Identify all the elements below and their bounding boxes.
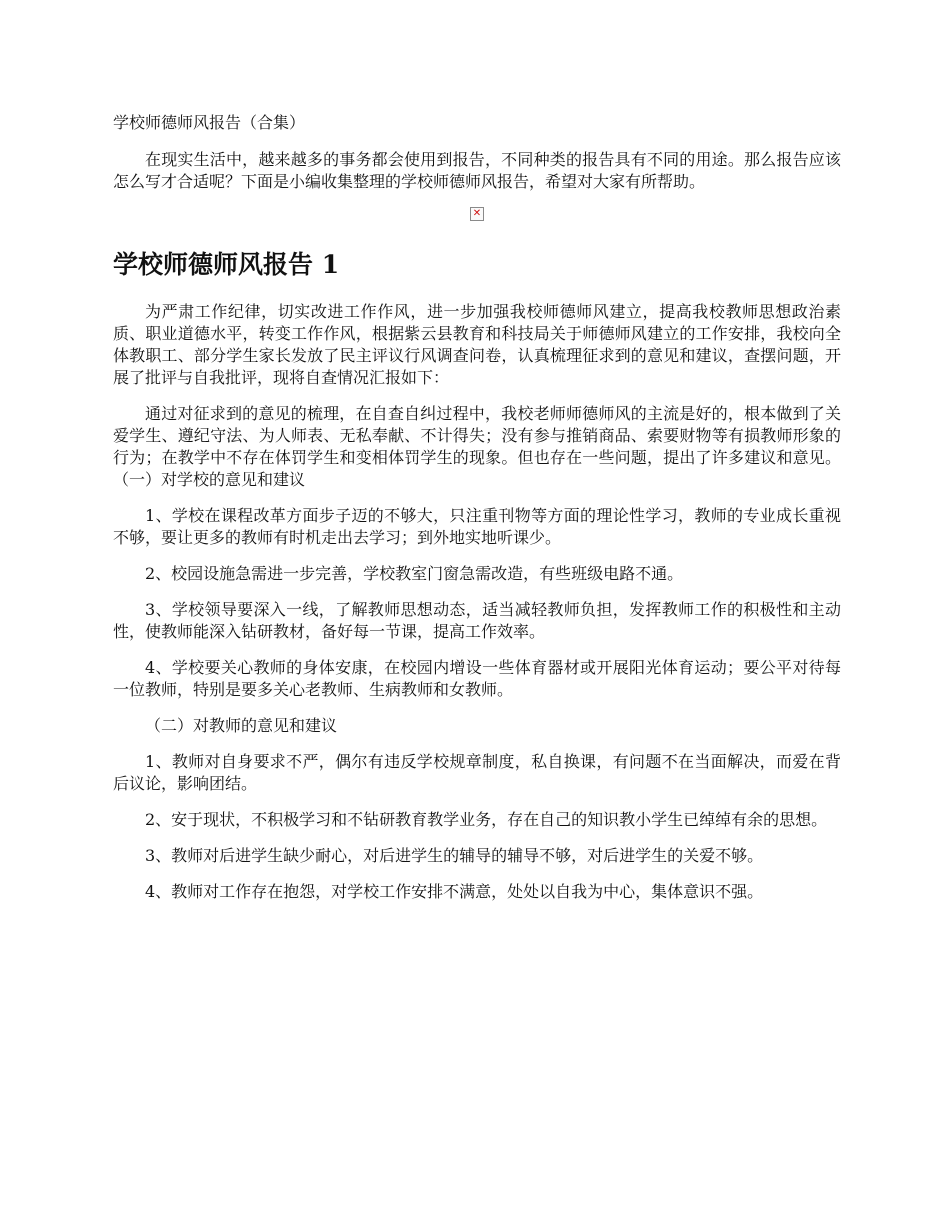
body-paragraph: 1、教师对自身要求不严，偶尔有违反学校规章制度，私自换课，有问题不在当面解决，而爱在背后议论，影响团结。	[113, 752, 841, 793]
body-paragraph: 4、教师对工作存在抱怨，对学校工作安排不满意，处处以自我为中心，集体意识不强。	[145, 882, 764, 901]
body-paragraph: 3、教师对后进学生缺少耐心，对后进学生的辅导的辅导不够，对后进学生的关爱不够。	[145, 846, 764, 865]
document-page	[113, 112, 841, 917]
body-paragraph: 2、校园设施急需进一步完善，学校教室门窗急需改造，有些班级电路不通。	[145, 564, 684, 583]
body-paragraph: 2、安于现状，不积极学习和不钻研教育教学业务，存在自己的知识教小学生已绰绰有余的思想。	[145, 810, 828, 829]
broken-image-icon: ✕	[470, 207, 484, 221]
body-paragraph: 1、学校在课程改革方面步子迈的不够大，只注重刊物等方面的理论性学习，教师的专业成长重视不够，要让更多的教师有时机走出去学习；到外地实地听课少。	[113, 506, 841, 547]
document-title: 学校师德师风报告（合集）	[113, 113, 306, 132]
body-paragraph: 4、学校要关心教师的身体安康，在校园内增设一些体育器材或开展阳光体育运动；要公平对待每一位教师，特别是要多关心老教师、生病教师和女教师。	[113, 658, 841, 699]
body-paragraph: 为严肃工作纪律，切实改进工作作风，进一步加强我校师德师风建立，提高我校教师思想政治素质、职业道德水平，转变工作作风，根据紫云县教育和科技局关于师德师风建立的工作安排，我校向全体教职工、部分学生家长发放了民主评议行风调查问卷，认真梳理征求到的意见和建议，查摆问题，开展了批评与自我批评，现将自查情况汇报如下：	[113, 302, 841, 387]
intro-paragraph: 在现实生活中，越来越多的事务都会使用到报告，不同种类的报告具有不同的用途。那么报告应该怎么写才合适呢？下面是小编收集整理的学校师德师风报告，希望对大家有所帮助。	[113, 150, 841, 191]
body-paragraph: 通过对征求到的意见的梳理，在自查自纠过程中，我校老师师德师风的主流是好的，根本做到了关爱学生、遵纪守法、为人师表、无私奉献、不计得失；没有参与推销商品、索要财物等有损教师形象的行为；在教学中不存在体罚学生和变相体罚学生的现象。但也存在一些问题，提出了许多建议和意见。（一）对学校的意见和建议	[113, 404, 841, 489]
section-heading: 学校师德师风报告 1	[113, 250, 340, 279]
body-paragraph: 3、学校领导要深入一线，了解教师思想动态，适当减轻教师负担，发挥教师工作的积极性和主动性，使教师能深入钻研教材，备好每一节课，提高工作效率。	[113, 600, 841, 641]
subsection-heading: （二）对教师的意见和建议	[145, 716, 338, 735]
